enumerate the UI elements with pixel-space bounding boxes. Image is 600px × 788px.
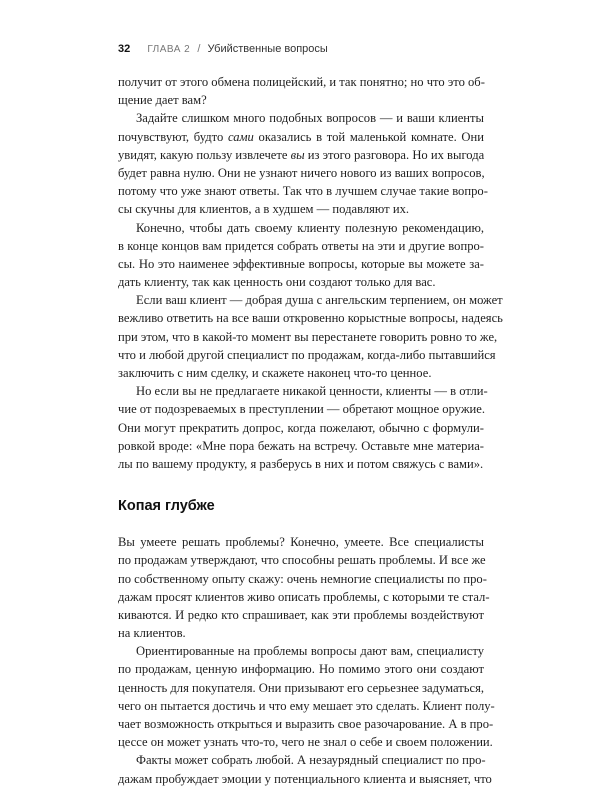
paragraph (118, 533, 490, 642)
text-line: по продажам утверждают, что способны решать проблемы. И все же (118, 553, 486, 568)
paragraph (118, 219, 484, 292)
page-number: 32 (118, 43, 131, 55)
paragraph (118, 382, 488, 473)
chapter-title: Убийственные вопросы (207, 43, 328, 55)
text-line: лы по вашему продукту, я разберусь в них и потом свяжусь с вами». (118, 456, 484, 471)
text-line: в конце концов вам придется собрать ответы на эти и другие вопро- (118, 238, 484, 253)
text-line: чего он пытается достичь и что ему мешает это сделать. Клиент полу- (118, 698, 495, 713)
text-line: почувствуют, будто сами оказались в той маленькой комнате. Они (118, 129, 485, 144)
paragraph (118, 642, 495, 751)
chapter-label: ГЛАВА 2 (147, 44, 191, 55)
text-line: заключить с ним сделку, и скажете наконец что-то ценное. (118, 366, 432, 380)
text-line: на клиентов. (118, 626, 186, 641)
text-line: ровкой вроде: «Мне пора бежать на встречу. Оставьте мне материа- (118, 438, 484, 453)
section-heading: Копая глубже (118, 498, 215, 515)
text-line: дажам просят клиентов живо описать проблемы, с которыми те стал- (118, 589, 490, 604)
running-header (118, 43, 328, 55)
body-text (118, 73, 503, 788)
text-line: потому что уже знают ответы. Так что в лучшем случае такие вопро- (118, 184, 488, 199)
text-line: увидят, какую пользу извлечете вы из этого разговора. Но их выгода (118, 147, 485, 162)
text-line: чие от подозреваемых в преступлении — обретают мощное оружие. (118, 402, 486, 417)
text-line: Ориентированные на проблемы вопросы дают вам, специалисту (136, 644, 484, 659)
emphasis: сами (227, 129, 254, 144)
text-line: будет равна нулю. Они не узнают ничего нового из ваших вопросов, (118, 165, 485, 180)
text-line: сы. Но это наименее эффективные вопросы, которые вы можете за- (118, 256, 484, 271)
text-line: Факты может собрать любой. А незаурядный специалист по про- (136, 753, 486, 768)
text-line: ценность для покупателя. Они призывают его серьезнее задуматься, (118, 680, 485, 695)
text-line: киваются. И редко кто спрашивает, как эти проблемы воздействуют (118, 607, 484, 622)
text-line: Но если вы не предлагаете никакой ценности, клиенты — в отли- (136, 384, 488, 399)
text-line: сы скучны для клиентов, а в худшем — подавляют их. (118, 202, 410, 217)
text-line: дажам пробуждает эмоции у потенциального клиента и выясняет, что (118, 771, 492, 786)
text-line: Конечно, чтобы дать своему клиенту полезную рекомендацию, (136, 220, 484, 235)
text-line: по собственному опыту скажу: очень немногие специалисты по про- (118, 571, 487, 586)
text-line: дать клиенту, так как ценность они создают только для вас. (118, 275, 436, 290)
paragraph (118, 109, 488, 218)
text-line: Они могут прекратить допрос, когда пожелают, обычно с формули- (118, 420, 484, 435)
text-line: по продажам, ценную информацию. Но помимо этого они создают (118, 662, 484, 677)
text-line: щение дает вам? (118, 93, 207, 108)
text-line: Вы умеете решать проблемы? Конечно, умеете. Все специалисты (118, 535, 484, 550)
paragraph (118, 73, 484, 109)
text-line: что и любой другой специалист по продажам, когда-либо пытавшийся (118, 347, 496, 362)
text-line: при этом, что в какой-то момент вы перестанете говорить ровно то же, (118, 329, 498, 344)
text-line: получит от этого обмена полицейский, и так понятно; но что это об- (118, 75, 485, 89)
paragraph (118, 751, 492, 787)
text-line: цессе он может узнать что-то, чего не знал о себе и своем положении. (118, 735, 493, 750)
text-line: Если ваш клиент — добрая душа с ангельским терпением, он может (136, 293, 503, 308)
header-separator: / (197, 43, 201, 55)
text-line: Задайте слишком много подобных вопросов — и ваши клиенты (136, 111, 484, 126)
text-line: чает возможность открыться и выразить свое разочарование. А в про- (118, 717, 494, 731)
emphasis: вы (290, 147, 305, 162)
paragraph (118, 291, 503, 382)
text-line: вежливо ответить на все ваши откровенно корыстные вопросы, надеясь (118, 311, 503, 326)
